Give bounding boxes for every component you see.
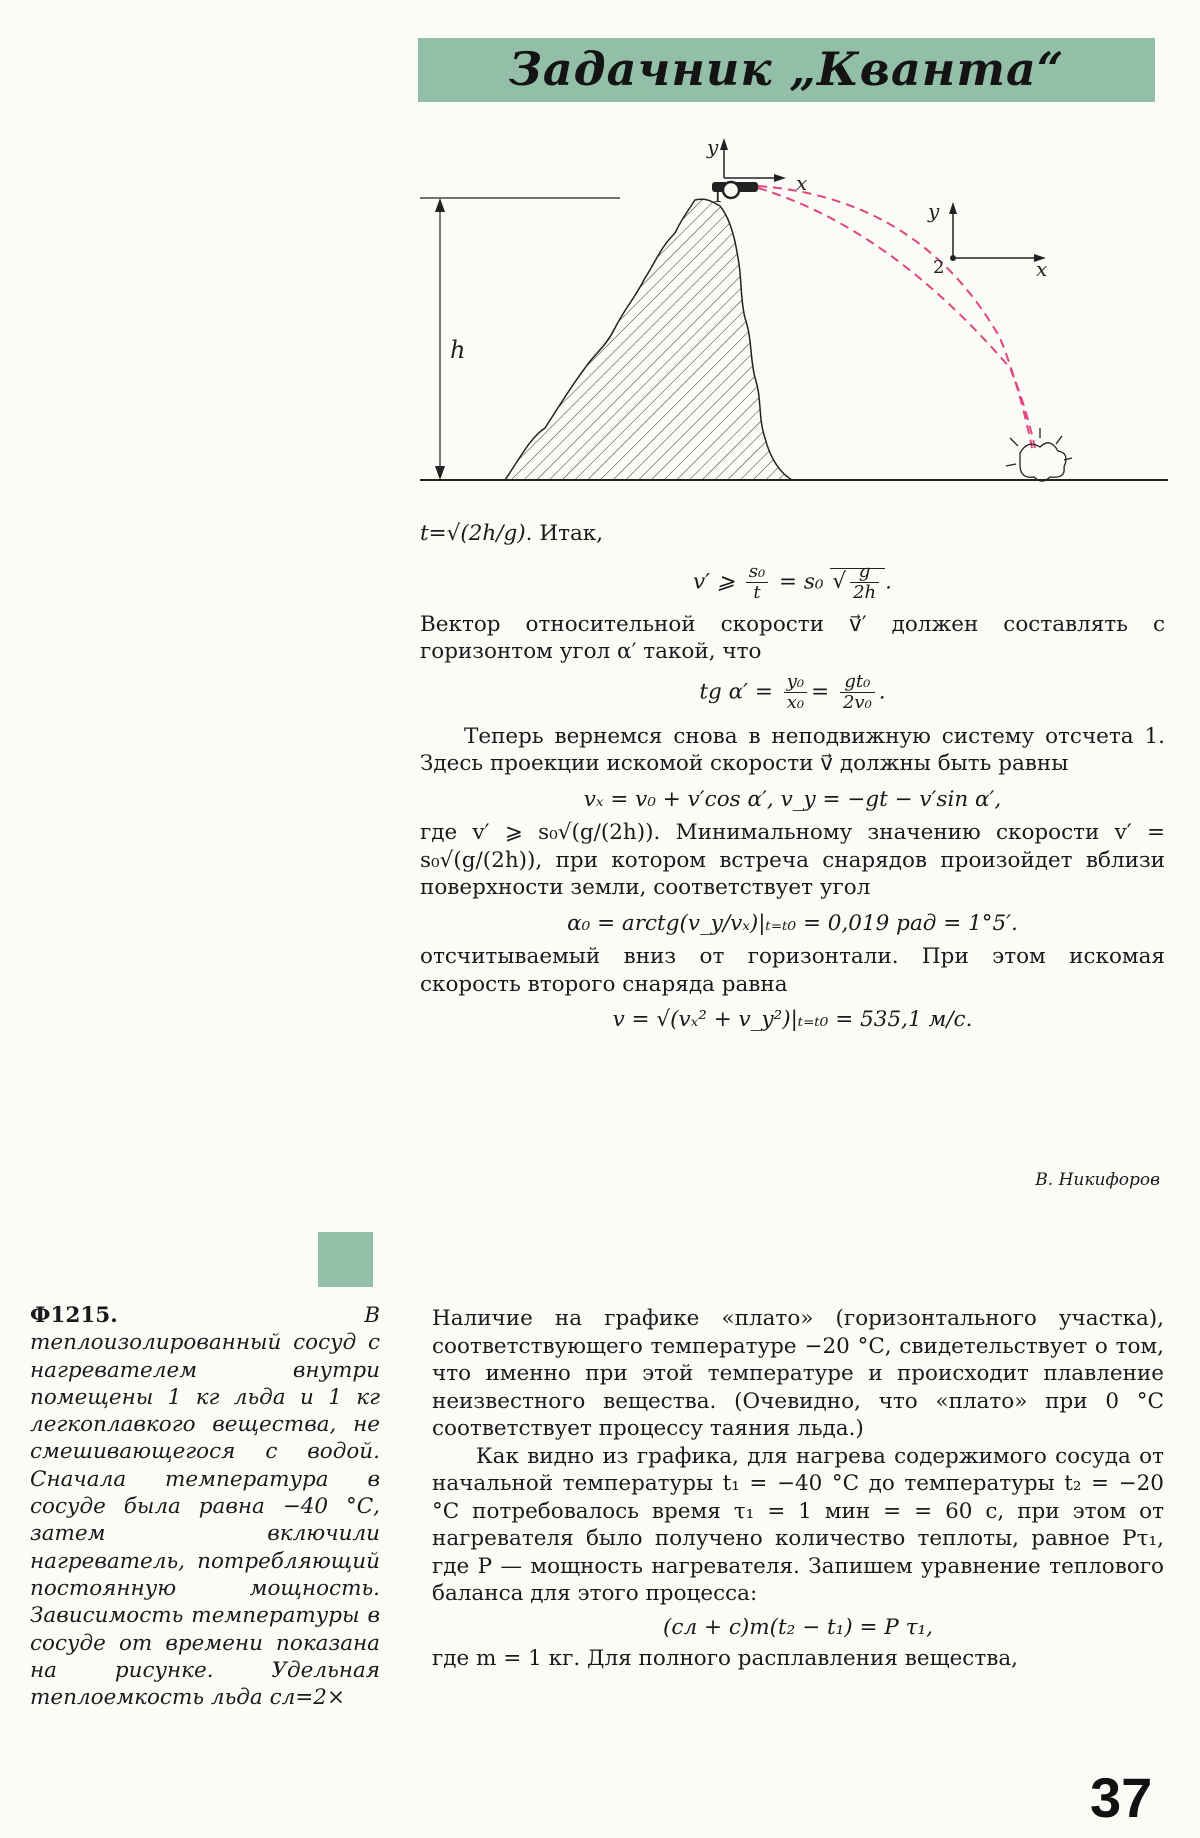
velocity-components-formula: vₓ = v₀ + v′cos α′, v_y = −gt − v′sin α′, [583,786,1002,812]
axis-y1-label: y [707,138,719,159]
heat-balance-formula: (cл + c)m(t₂ − t₁) = P τ₁, [663,1614,933,1640]
axis-y2-label: y [928,199,940,223]
solution-column [420,520,1165,1034]
height-label: h [450,336,466,364]
paragraph-relative-velocity: Вектор относительной скорости v⃗′ должен составлять с горизонтом угол α′ такой, что [420,611,1165,664]
banner-title: Задачник „Кванта“ [508,42,1065,96]
mountain [505,199,792,480]
problem-statement [30,1302,380,1711]
axis-x1-label: x [796,171,808,195]
point1-label: 1 [712,186,724,207]
problem-text: В теплоизолированный сосуд с нагревателем внутри помещены 1 кг льда и 1 кг легкоплавкого вещества, не смешивающегося с водой. Сначала температура в сосуде была равна −40 °С, затем включили нагреватель, потребляющий постоянную мощность. Зависимость температуры в сосуде от времени показана на рисунке. Удельная теплоемкость льда cл=2× [30,1303,380,1711]
header-banner [418,38,1155,102]
tangent-formula: tg α′ = $\frac{\text{y₀}}{\text{x₀}}$ = $\frac{\text{gt₀}}{\text{2v₀}}$ . [699,670,886,713]
answer-paragraph-plateau: Наличие на графике «плато» (горизонтального участка), соответствующего температуре −20 °С, свидетельствует о том, что именно при этой температуре и происходит плавление неизвестного вещества. (Очевидно, что «плато» при 0 °С соответствует процессу таяния льда.) [432,1306,1164,1441]
answer-paragraph-melting: где m = 1 кг. Для полного расплавления вещества, [432,1646,1019,1671]
axis-x2-label: x [1036,257,1048,281]
paragraph-required-speed: отсчитываемый вниз от горизонтали. При этом искомая скорость второго снаряда равна [420,944,1165,997]
page-number: 37 [1090,1766,1153,1829]
problem-number: Ф1215. [30,1303,118,1328]
answer-column [432,1305,1164,1673]
speed-formula: v = √(vₓ² + v_y²)|ₜ₌ₜ₀ = 535,1 м/с. [612,1007,973,1032]
trajectory-1 [758,186,1032,448]
point2-label: 2 [933,257,945,278]
paragraph-min-speed: где v′ ⩾ s₀√(g/(2h)). Минимальному значению скорости v′ = s₀√(g/(2h)), при котором встреча снарядов произойдет вблизи поверхности земли, соответствует угол [420,820,1165,900]
solution-line-1: t=√(2h/g). Итак, [420,521,604,546]
cannon-wheel [723,182,739,198]
answer-paragraph-heating: Как видно из графика, для нагрева содержимого сосуда от начальной температуры t₁ = −40 °С до температуры t₂ = −20 °С потребовалось время τ₁ = 1 мин = = 60 с, при этом от нагревателя было получено количество теплоты, равное Pτ₁, где P — мощность нагревателя. Запишем уравнение теплового баланса для этого процесса: [432,1443,1164,1606]
angle-formula: α₀ = arctg(v_y/vₓ)|ₜ₌ₜ₀ = 0,019 рад = 1°5′. [567,910,1018,936]
inequality-formula: v′ ⩾ $\frac{\text{s₀}}{t}$ = s₀ √ $\frac{g}{2h}$ . [693,560,892,603]
trajectory-figure [420,138,1170,496]
explosion-icon [1006,428,1072,481]
trajectory-2 [758,188,1035,448]
section-marker [318,1232,373,1287]
paragraph-fixed-frame: Теперь вернемся снова в неподвижную систему отсчета 1. Здесь проекции искомой скорости v⃗ должны быть равны [420,723,1165,776]
author-signature: В. Никифоров [1035,1170,1160,1190]
